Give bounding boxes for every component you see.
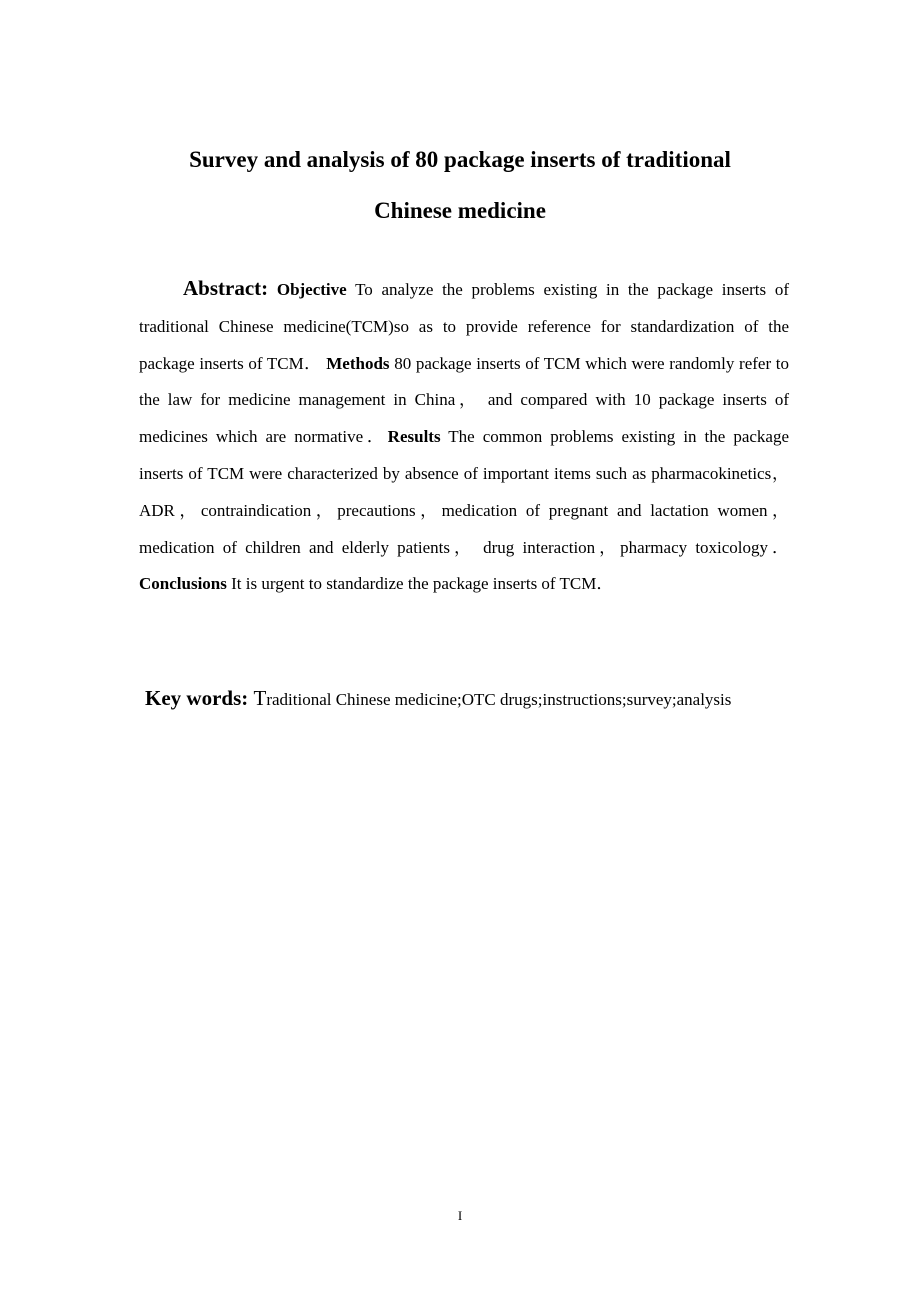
results-label: Results — [387, 427, 441, 447]
paper-title-line-1: Survey and analysis of 80 package inserts of traditional — [189, 147, 731, 172]
objective-label: Objective — [276, 280, 347, 299]
keywords-section — [145, 686, 845, 711]
abstract-label: Abstract: — [183, 276, 269, 300]
paper-title-line-2: Chinese medicine — [374, 198, 546, 223]
results-text: The common problems existing in the package inserts of TCM were characterized by absence of important items such as pharmacokinetics，ADR，contraindication，precautions，medication of pregnant and lactation women， medication of children and elderly patients， drug interaction，pharmacy toxicology． — [139, 427, 790, 557]
keywords-first-letter: T — [253, 686, 267, 710]
methods-label: Methods — [326, 353, 390, 373]
objective-text: To analyze the problems existing in the package inserts of traditional Chinese medicine(TCM)so as to provide reference for standardization of the package inserts of TCM． — [139, 280, 790, 373]
methods-text: 80 package inserts of TCM which were randomly refer to the law for medicine management in China， and compared with 10 package inserts of medicines which are normative． — [139, 353, 789, 447]
conclusions-label: Conclusions — [139, 574, 227, 594]
abstract-section — [139, 270, 789, 603]
conclusions-text: It is urgent to standardize the package inserts of TCM． — [226, 574, 614, 594]
page-number: I — [457, 1208, 463, 1223]
keywords-label: Key words: — [145, 686, 254, 710]
abstract-paragraph — [139, 270, 789, 603]
keywords-text: raditional Chinese medicine;OTC drugs;instructions;survey;analysis — [266, 690, 732, 709]
